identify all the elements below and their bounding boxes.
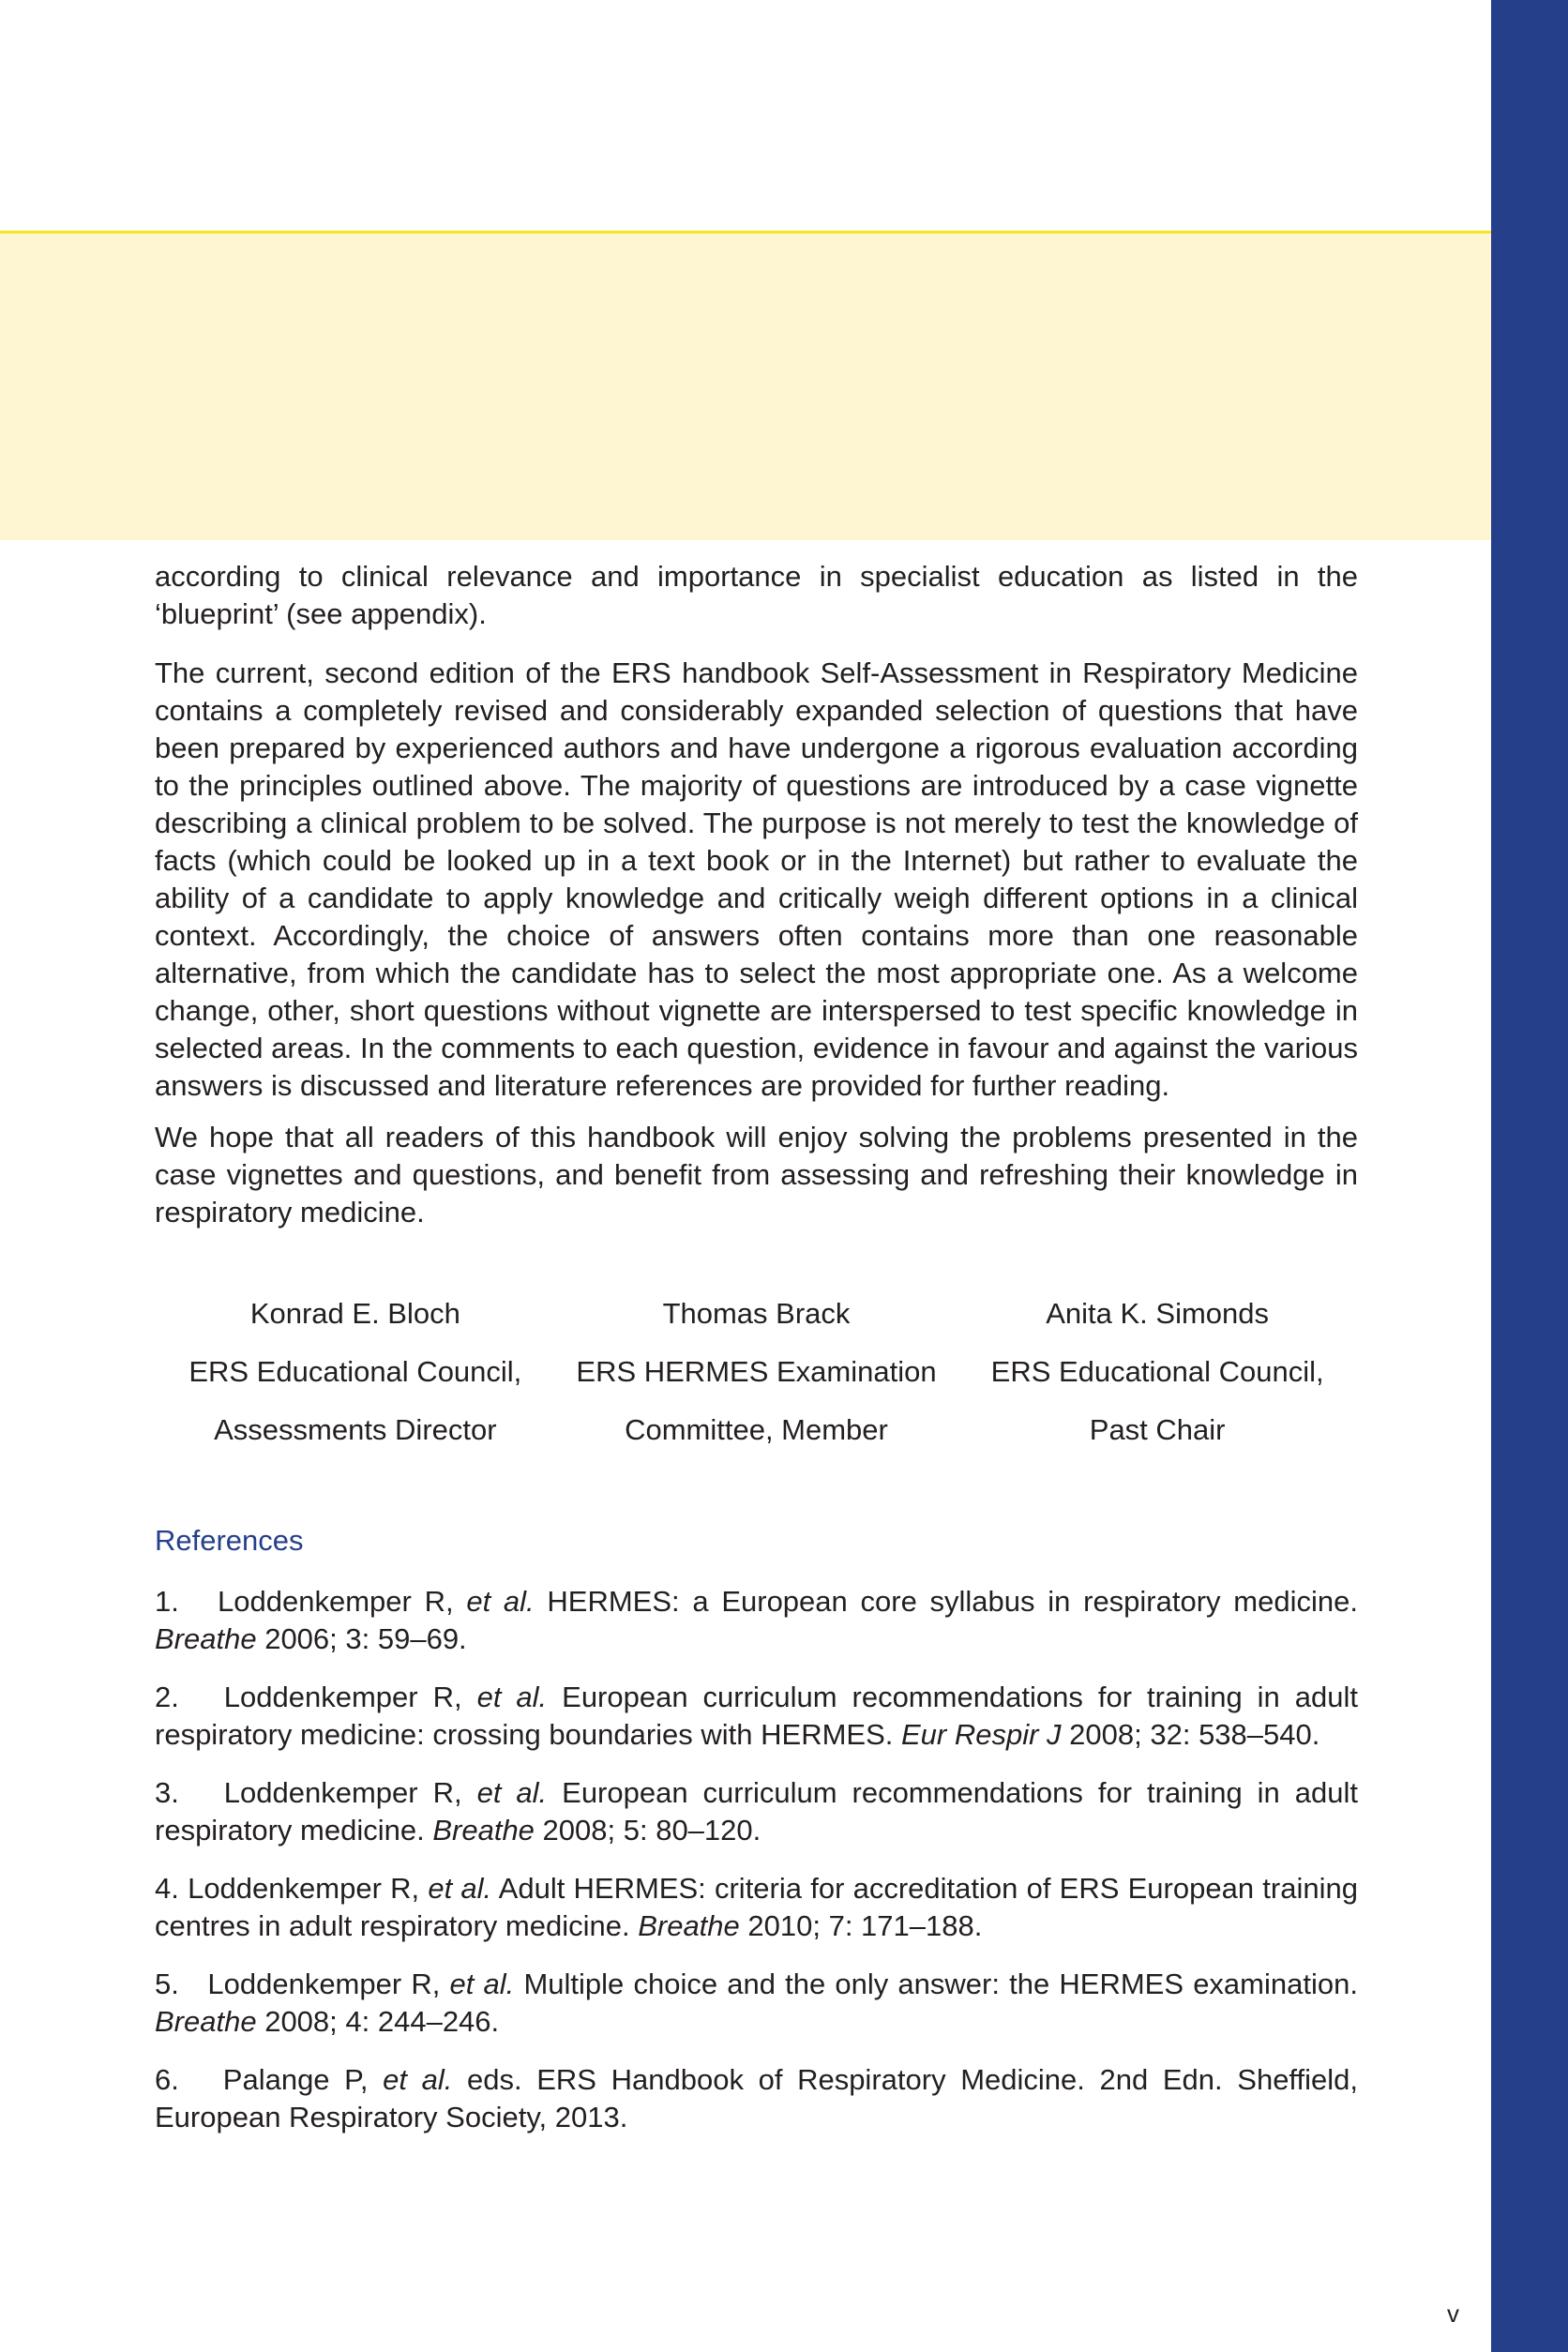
reference-number: 2. bbox=[155, 1681, 179, 1713]
reference-details: 2006; 3: 59–69. bbox=[264, 1622, 467, 1655]
paragraph-2: The current, second edition of the ERS handbook Self-Assessment in Respiratory Medicine contains a completely revised and considerably expanded selection of questions that have been prepared by experienced authors and have undergone a rigorous evaluation according to the principles outlined above. The majority of questions are introduced by a case vignette describing a clinical problem to be solved. The purpose is not merely to test the knowledge of facts (which could be looked up in a text book or in the Internet) but rather to evaluate the ability of a candidate to apply knowledge and critically weigh different options in a clinical context. Accordingly, the choice of answers often contains more than one reasonable alternative, from which the candidate has to select the most appropriate one. As a welcome change, other, short questions without vignette are interspersed to test specific knowledge in selected areas. In the comments to each question, evidence in favour and against the various answers is discussed and literature references are provided for further reading. bbox=[155, 656, 1358, 1102]
signatory-role-line1: ERS HERMES Examination bbox=[576, 1355, 937, 1388]
references-list bbox=[155, 1583, 1358, 2157]
page-number: v bbox=[1447, 2299, 1459, 2328]
reference-item bbox=[155, 1679, 1358, 1754]
reference-journal: Eur Respir J bbox=[901, 1718, 1062, 1751]
reference-etal: et al. bbox=[476, 1681, 548, 1713]
signatory-name: Thomas Brack bbox=[662, 1297, 851, 1330]
reference-author: Palange P, bbox=[222, 2063, 369, 2096]
references-heading: References bbox=[155, 1524, 304, 1557]
header-band bbox=[0, 231, 1491, 540]
reference-number: 4. bbox=[155, 1872, 179, 1905]
reference-etal: et al. bbox=[428, 1872, 492, 1905]
reference-etal: et al. bbox=[383, 2063, 453, 2096]
signatory bbox=[957, 1285, 1358, 1459]
reference-details: 2008; 5: 80–120. bbox=[542, 1814, 761, 1847]
reference-title: eds. ERS Handbook of Respiratory Medicine. 2nd Edn. Sheffield, European Respiratory Society, 2013. bbox=[155, 2063, 1358, 2133]
reference-author: Loddenkemper R, bbox=[207, 1968, 441, 2000]
signatories bbox=[155, 1285, 1358, 1459]
signatory-role-line2: Assessments Director bbox=[214, 1413, 497, 1446]
signatory-role-line2: Committee, Member bbox=[625, 1413, 888, 1446]
paragraph-3: We hope that all readers of this handbook will enjoy solving the problems presented in the case vignettes and questions, and benefit from assessing and refreshing their knowledge in respiratory medicine. bbox=[155, 1121, 1358, 1229]
reference-title: HERMES: a European core syllabus in respiratory medicine. bbox=[547, 1585, 1358, 1618]
reference-number: 5. bbox=[155, 1968, 179, 2000]
reference-journal: Breathe bbox=[155, 1622, 257, 1655]
reference-item bbox=[155, 1774, 1358, 1849]
reference-item bbox=[155, 1870, 1358, 1945]
reference-etal: et al. bbox=[449, 1968, 515, 2000]
reference-author: Loddenkemper R, bbox=[223, 1681, 462, 1713]
signatory-role-line1: ERS Educational Council, bbox=[990, 1355, 1324, 1388]
reference-item bbox=[155, 1966, 1358, 2041]
reference-journal: Breathe bbox=[155, 2005, 257, 2038]
reference-item bbox=[155, 2061, 1358, 2136]
reference-title: European curriculum recommendations for training in adult respiratory medicine: crossing boundaries with HERMES. bbox=[155, 1681, 1358, 1751]
reference-title: Adult HERMES: criteria for accreditation of ERS European training centres in adult respiratory medicine. bbox=[155, 1872, 1358, 1942]
signatory-name: Anita K. Simonds bbox=[1046, 1297, 1270, 1330]
paragraph-1: according to clinical relevance and importance in specialist education as listed in the ‘blueprint’ (see appendix). bbox=[155, 560, 1358, 630]
reference-number: 1. bbox=[155, 1585, 179, 1618]
reference-etal: et al. bbox=[476, 1776, 548, 1809]
reference-title: European curriculum recommendations for training in adult respiratory medicine. bbox=[155, 1776, 1358, 1847]
reference-journal: Breathe bbox=[638, 1909, 740, 1942]
signatory-role-line1: ERS Educational Council, bbox=[188, 1355, 522, 1388]
signatory-name: Konrad E. Bloch bbox=[249, 1297, 460, 1330]
signatory-role-line2: Past Chair bbox=[1089, 1413, 1226, 1446]
reference-number: 3. bbox=[155, 1776, 179, 1809]
reference-journal: Breathe bbox=[432, 1814, 535, 1847]
reference-number: 6. bbox=[155, 2063, 179, 2096]
reference-details: 2010; 7: 171–188. bbox=[747, 1909, 983, 1942]
signatory bbox=[556, 1285, 957, 1459]
sidebar-stripe bbox=[1491, 0, 1568, 2352]
reference-author: Loddenkemper R, bbox=[188, 1872, 420, 1905]
reference-title: Multiple choice and the only answer: the HERMES examination. bbox=[523, 1968, 1358, 2000]
reference-item bbox=[155, 1583, 1358, 1658]
reference-author: Loddenkemper R, bbox=[218, 1585, 454, 1618]
signatory bbox=[155, 1285, 556, 1459]
reference-details: 2008; 4: 244–246. bbox=[264, 2005, 500, 2038]
reference-author: Loddenkemper R, bbox=[223, 1776, 462, 1809]
reference-etal: et al. bbox=[466, 1585, 535, 1618]
reference-details: 2008; 32: 538–540. bbox=[1069, 1718, 1320, 1751]
